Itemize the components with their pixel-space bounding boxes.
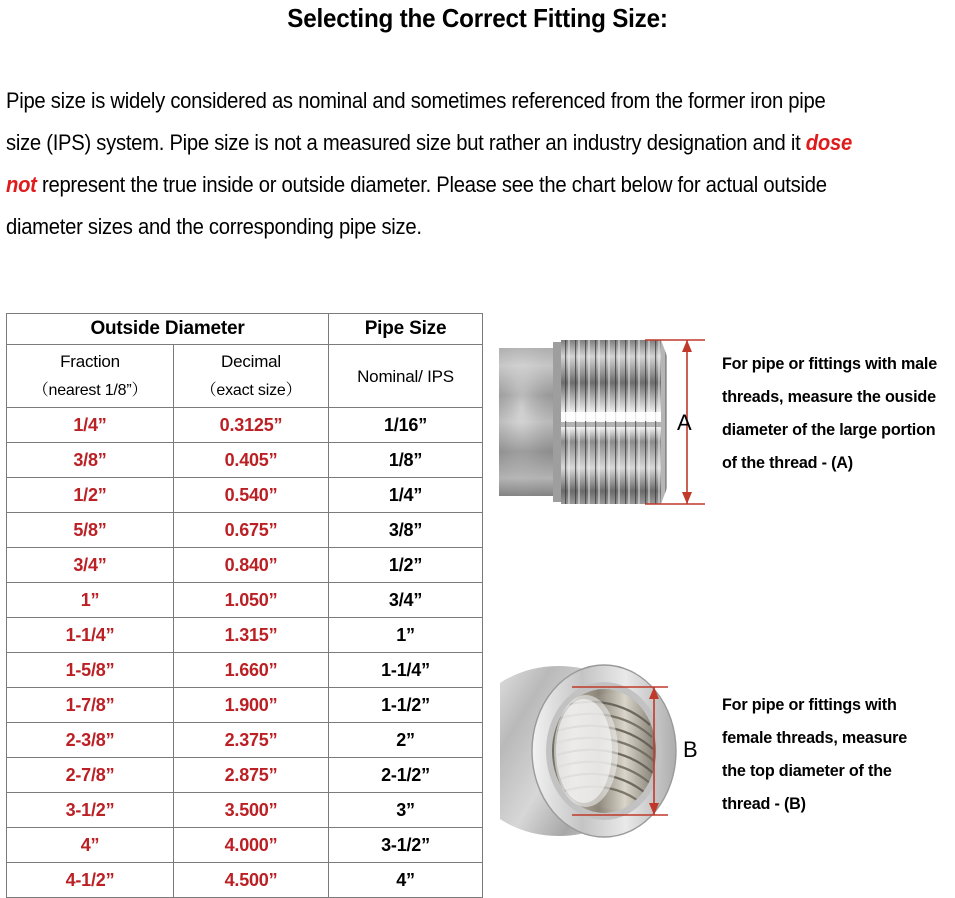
table-column-header-row <box>7 345 483 408</box>
annotation-male-line-4: of the thread - (A) <box>722 453 853 472</box>
pipe-size-table-body <box>7 408 483 898</box>
intro-text-part1: Pipe size is widely considered as nominal and sometimes referenced from the former iron pipe size (IPS) system. Pipe size is not a measured size but rather an industry designation and it <box>6 88 826 155</box>
table-row <box>7 793 483 828</box>
table-row <box>7 408 483 443</box>
table-row <box>7 618 483 653</box>
cell-pipe-size: 1/16” <box>329 408 483 443</box>
cell-decimal: 0.3125” <box>174 408 329 443</box>
cell-fraction: 3/4” <box>7 548 174 583</box>
table-column-header-decimal <box>174 345 329 408</box>
table-row <box>7 863 483 898</box>
cell-fraction: 2-3/8” <box>7 723 174 758</box>
column-header-fraction-line2: （nearest 1/8”） <box>32 382 148 399</box>
intro-text-part2: represent the true inside or outside diameter. Please see the chart below for actual outside diameter sizes and the corresponding pipe size. <box>6 172 827 239</box>
table-row <box>7 583 483 618</box>
table-row <box>7 513 483 548</box>
cell-fraction: 1-1/4” <box>7 618 174 653</box>
cell-pipe-size: 3/4” <box>329 583 483 618</box>
dimension-arrow-b <box>572 655 722 845</box>
cell-decimal: 4.000” <box>174 828 329 863</box>
cell-fraction: 1-7/8” <box>7 688 174 723</box>
cell-pipe-size: 1-1/2” <box>329 688 483 723</box>
pipe-size-table <box>6 313 483 898</box>
annotation-male-line-3: diameter of the large portion <box>722 420 936 439</box>
cell-fraction: 4” <box>7 828 174 863</box>
table-column-header-fraction <box>7 345 174 408</box>
cell-decimal: 1.315” <box>174 618 329 653</box>
cell-pipe-size: 1/2” <box>329 548 483 583</box>
annotation-male-line-2: threads, measure the ouside <box>722 387 936 406</box>
cell-decimal: 0.405” <box>174 443 329 478</box>
column-header-decimal-line2: （exact size） <box>200 382 302 399</box>
dimension-label-b: B <box>683 737 698 762</box>
cell-fraction: 5/8” <box>7 513 174 548</box>
cell-pipe-size: 1/4” <box>329 478 483 513</box>
cell-fraction: 3/8” <box>7 443 174 478</box>
cell-fraction: 2-7/8” <box>7 758 174 793</box>
cell-decimal: 0.540” <box>174 478 329 513</box>
table-row <box>7 758 483 793</box>
cell-decimal: 1.900” <box>174 688 329 723</box>
table-group-header-pipe-size: Pipe Size <box>329 314 483 345</box>
table-column-header-nominal-ips <box>329 345 483 408</box>
intro-emphasis-dose-not: dose not <box>6 130 852 197</box>
cell-pipe-size: 1-1/4” <box>329 653 483 688</box>
dimension-label-a: A <box>677 410 692 435</box>
cell-fraction: 1/2” <box>7 478 174 513</box>
cell-fraction: 4-1/2” <box>7 863 174 898</box>
table-row <box>7 723 483 758</box>
cell-fraction: 1/4” <box>7 408 174 443</box>
cell-decimal: 0.840” <box>174 548 329 583</box>
table-row <box>7 688 483 723</box>
cell-decimal: 0.675” <box>174 513 329 548</box>
table-row <box>7 828 483 863</box>
cell-pipe-size: 1/8” <box>329 443 483 478</box>
cell-pipe-size: 3” <box>329 793 483 828</box>
annotation-male-line-1: For pipe or fittings with male <box>722 354 938 373</box>
cell-pipe-size: 2-1/2” <box>329 758 483 793</box>
cell-pipe-size: 2” <box>329 723 483 758</box>
table-row <box>7 443 483 478</box>
annotation-female-line-3: the top diameter of the <box>722 761 892 780</box>
annotation-female-line-1: For pipe or fittings with <box>722 695 897 714</box>
cell-decimal: 1.660” <box>174 653 329 688</box>
table-row <box>7 548 483 583</box>
cell-decimal: 3.500” <box>174 793 329 828</box>
annotation-female-threads <box>722 688 926 820</box>
page-title: Selecting the Correct Fitting Size: <box>287 3 668 33</box>
cell-fraction: 3-1/2” <box>7 793 174 828</box>
annotation-female-line-2: female threads, measure <box>722 728 908 747</box>
table-row <box>7 478 483 513</box>
table-group-header-outside-diameter: Outside Diameter <box>7 314 329 345</box>
table-row <box>7 653 483 688</box>
cell-pipe-size: 3/8” <box>329 513 483 548</box>
annotation-male-threads <box>722 347 950 479</box>
cell-fraction: 1-5/8” <box>7 653 174 688</box>
column-header-fraction-line1: Fraction <box>60 352 120 371</box>
cell-pipe-size: 1” <box>329 618 483 653</box>
cell-fraction: 1” <box>7 583 174 618</box>
column-header-nominal-line1: Nominal/ IPS <box>357 366 454 386</box>
column-header-decimal-line1: Decimal <box>221 352 282 371</box>
table-group-header-row <box>7 314 483 345</box>
cell-decimal: 4.500” <box>174 863 329 898</box>
intro-paragraph <box>6 80 862 248</box>
cell-pipe-size: 3-1/2” <box>329 828 483 863</box>
cell-decimal: 2.375” <box>174 723 329 758</box>
cell-pipe-size: 4” <box>329 863 483 898</box>
cell-decimal: 2.875” <box>174 758 329 793</box>
annotation-female-line-4: thread - (B) <box>722 794 806 813</box>
cell-decimal: 1.050” <box>174 583 329 618</box>
